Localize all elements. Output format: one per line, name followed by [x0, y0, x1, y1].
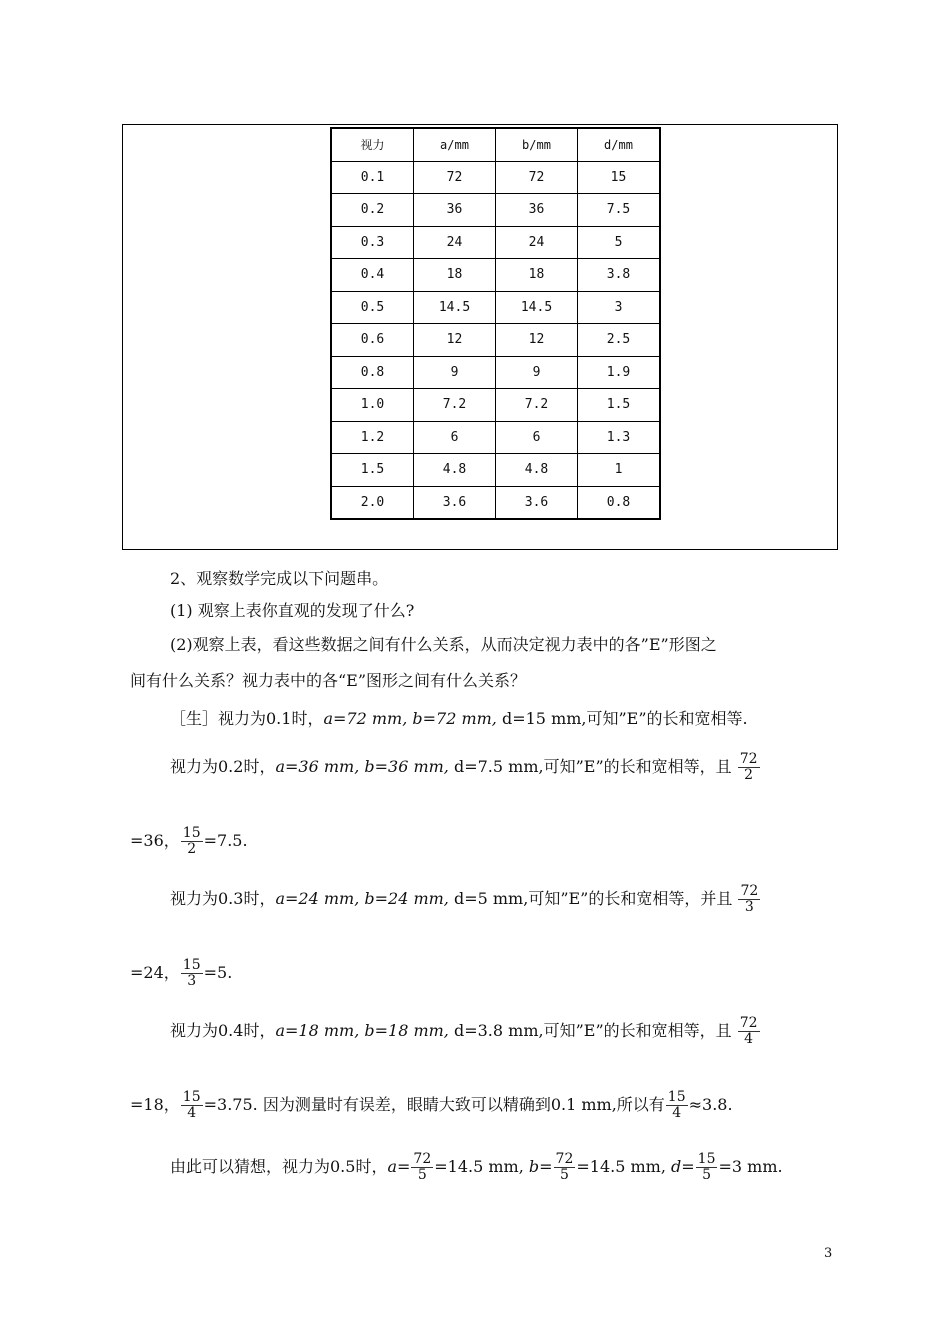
table-cell: 36	[496, 194, 578, 227]
denominator: 5	[417, 1167, 427, 1183]
answer-line-5	[170, 1152, 783, 1183]
table-cell: 6	[414, 421, 496, 454]
denominator: 3	[744, 899, 754, 915]
table-cell: 1	[578, 454, 661, 487]
text-span: 视力为0.4时，	[170, 1021, 276, 1040]
question-2-line2: 间有什么关系？视力表中的各“E”图形之间有什么关系？	[130, 671, 527, 690]
answer-line-3	[170, 884, 761, 915]
table-cell: 3.8	[578, 259, 661, 292]
table-cell: 15	[578, 161, 661, 194]
vision-table	[330, 127, 661, 520]
table-cell: 3.6	[414, 486, 496, 519]
denominator: 4	[744, 1031, 754, 1047]
fraction	[696, 1152, 718, 1183]
table-cell: 3	[578, 291, 661, 324]
text-span: ≈3.8.	[688, 1095, 733, 1114]
table-cell: 1.9	[578, 356, 661, 389]
table-frame	[122, 124, 838, 550]
numerator: 72	[739, 1015, 758, 1031]
numerator: 15	[697, 1151, 716, 1167]
fraction	[181, 958, 203, 989]
text-span: a=36 mm,	[275, 757, 365, 776]
table-cell: 1.0	[331, 389, 414, 422]
numerator: 15	[182, 825, 201, 841]
table-row	[331, 194, 660, 227]
table-row	[331, 259, 660, 292]
fraction	[411, 1152, 433, 1183]
numerator: 72	[740, 883, 759, 899]
text-span: d=	[671, 1157, 695, 1176]
denominator: 2	[744, 767, 754, 783]
numerator: 15	[182, 1089, 201, 1105]
text-span: a=18 mm,	[275, 1021, 365, 1040]
table-cell: 0.1	[331, 161, 414, 194]
table-row	[331, 421, 660, 454]
table-cell: 24	[414, 226, 496, 259]
table-cell: 24	[496, 226, 578, 259]
table-cell: 4.8	[414, 454, 496, 487]
table-cell: 0.3	[331, 226, 414, 259]
numerator: 15	[667, 1089, 686, 1105]
table-header-row	[331, 128, 660, 161]
fraction	[554, 1152, 576, 1183]
table-cell: 4.8	[496, 454, 578, 487]
header-cell: b/mm	[496, 128, 578, 161]
text-span: ［生］视力为0.1时，	[170, 709, 324, 728]
table-row	[331, 356, 660, 389]
numerator: 15	[182, 957, 201, 973]
table-cell: 0.5	[331, 291, 414, 324]
table-cell: 0.4	[331, 259, 414, 292]
answer-line-3-cont	[130, 958, 232, 989]
table-row	[331, 324, 660, 357]
denominator: 5	[702, 1167, 712, 1183]
table-cell: 18	[496, 259, 578, 292]
table-cell: 1.3	[578, 421, 661, 454]
table-cell: 12	[414, 324, 496, 357]
text-span: a=72 mm,	[323, 709, 413, 728]
header-cell: d/mm	[578, 128, 661, 161]
text-span: d=3.8 mm,可知”E”的长和宽相等，且	[453, 1021, 732, 1040]
table-cell: 0.6	[331, 324, 414, 357]
question-2-line1: (2)观察上表，看这些数据之间有什么关系，从而决定视力表中的各”E”形图之	[170, 635, 717, 654]
fraction	[738, 1016, 760, 1047]
answer-line-4	[170, 1016, 761, 1047]
answer-line-2-cont	[130, 826, 248, 857]
fraction	[738, 752, 760, 783]
table-row	[331, 486, 660, 519]
table-cell: 0.8	[331, 356, 414, 389]
answer-line-1	[170, 708, 748, 730]
table-cell: 0.2	[331, 194, 414, 227]
text-span: d=5 mm,可知”E”的长和宽相等，并且	[453, 889, 733, 908]
text-span: =7.5.	[203, 831, 248, 850]
table-row	[331, 226, 660, 259]
header-cell: 视力	[331, 128, 414, 161]
text-span: b=36 mm,	[364, 757, 454, 776]
table-cell: 1.5	[578, 389, 661, 422]
question-intro: 2、观察数学完成以下问题串。	[170, 569, 389, 588]
denominator: 2	[187, 841, 197, 857]
text-span: =3 mm.	[718, 1157, 783, 1176]
table-cell: 36	[414, 194, 496, 227]
numerator: 72	[413, 1151, 432, 1167]
fraction	[181, 1090, 203, 1121]
table-cell: 12	[496, 324, 578, 357]
page-number: 3	[824, 1246, 833, 1261]
fraction	[738, 884, 760, 915]
table-cell: 14.5	[414, 291, 496, 324]
table-cell: 72	[496, 161, 578, 194]
numerator: 72	[555, 1151, 574, 1167]
text-span: d=7.5 mm,可知”E”的长和宽相等，且	[453, 757, 732, 776]
table-cell: 1.5	[331, 454, 414, 487]
table-cell: 2.5	[578, 324, 661, 357]
denominator: 4	[672, 1105, 682, 1121]
table-cell: 72	[414, 161, 496, 194]
table-cell: 18	[414, 259, 496, 292]
table-cell: 14.5	[496, 291, 578, 324]
denominator: 3	[187, 973, 197, 989]
text-span: 由此可以猜想，视力为0.5时，	[170, 1157, 388, 1176]
table-cell: 9	[414, 356, 496, 389]
question-1: (1) 观察上表你直观的发现了什么?	[170, 601, 415, 620]
numerator: 72	[739, 751, 758, 767]
denominator: 4	[187, 1105, 197, 1121]
table-row	[331, 389, 660, 422]
text-span: b=18 mm,	[364, 1021, 454, 1040]
table-row	[331, 291, 660, 324]
denominator: 5	[559, 1167, 569, 1183]
answer-line-4-cont	[130, 1090, 733, 1121]
header-cell: a/mm	[414, 128, 496, 161]
text-span: =24，	[130, 963, 180, 982]
table-body	[331, 161, 660, 519]
text-span: d=15 mm,可知”E”的长和宽相等.	[501, 709, 748, 728]
text-span: 视力为0.3时，	[170, 889, 276, 908]
text-span: =5.	[203, 963, 233, 982]
table-cell: 2.0	[331, 486, 414, 519]
table-row	[331, 161, 660, 194]
table-cell: 1.2	[331, 421, 414, 454]
text-span: =18，	[130, 1095, 180, 1114]
table-cell: 7.2	[414, 389, 496, 422]
table-cell: 0.8	[578, 486, 661, 519]
text-span: =36，	[130, 831, 180, 850]
table-cell: 9	[496, 356, 578, 389]
text-span: =14.5 mm,	[576, 1157, 671, 1176]
text-span: b=	[528, 1157, 553, 1176]
table-cell: 5	[578, 226, 661, 259]
table-cell: 7.2	[496, 389, 578, 422]
text-span: 视力为0.2时，	[170, 757, 276, 776]
table-cell: 3.6	[496, 486, 578, 519]
text-span: a=	[387, 1157, 411, 1176]
answer-line-2	[170, 752, 761, 783]
text-span: a=24 mm,	[275, 889, 365, 908]
fraction	[181, 826, 203, 857]
text-span: b=72 mm,	[412, 709, 502, 728]
text-span: =3.75. 因为测量时有误差，眼睛大致可以精确到0.1 mm,所以有	[203, 1095, 665, 1114]
text-span: b=24 mm,	[364, 889, 454, 908]
fraction	[666, 1090, 688, 1121]
text-span: =14.5 mm,	[434, 1157, 529, 1176]
table-cell: 7.5	[578, 194, 661, 227]
table-cell: 6	[496, 421, 578, 454]
table-row	[331, 454, 660, 487]
